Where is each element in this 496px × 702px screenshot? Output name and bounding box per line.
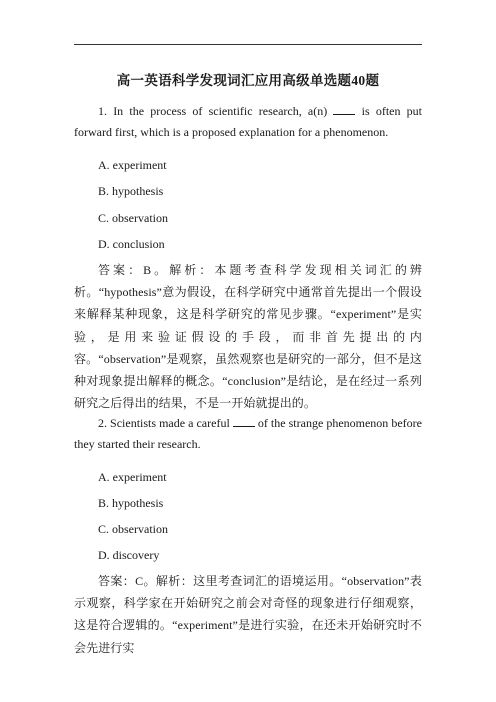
question-2 bbox=[74, 413, 422, 455]
question-2-option-c: C. observation bbox=[98, 522, 168, 536]
document-title: 高一英语科学发现词汇应用高级单选题40题 bbox=[116, 73, 380, 88]
header-rule bbox=[74, 44, 422, 45]
question-2-option-a: A. experiment bbox=[98, 470, 167, 484]
question-2-option-d: D. discovery bbox=[98, 548, 160, 562]
question-2-stem-start: 2. Scientists made a careful bbox=[98, 416, 233, 430]
question-1-answer: 答案：B。解析：本题考查科学发现相关词汇的辨析。“hypothesis”意为假设，在科学研究中通常首先提出一个假设来解释某种现象，这是科学研究的常见步骤。“experiment”是实验，是用来验证假设的手段，而非首先提出的内容。“observation”是观察，虽然观察也是研究的一部分，但不是这种对现象提出解释的概念。“conclusion”是结论，是在经过一系列研究之后得出的结果，不是一开始就提出的。 bbox=[74, 263, 422, 411]
question-1-option-c: C. observation bbox=[98, 211, 168, 225]
question-1-option-b: B. hypothesis bbox=[98, 184, 164, 198]
question-1-stem-start: 1. In the process of scientific research, a(n) bbox=[98, 104, 334, 118]
answer-blank bbox=[333, 103, 355, 115]
question-1-answer-block bbox=[74, 259, 422, 414]
question-2-stem-end: of the strange phenomenon before they started their research. bbox=[74, 416, 422, 451]
answer-blank bbox=[233, 415, 255, 427]
question-2-answer: 答案：C。解析：这里考查词汇的语境运用。“observation”表示观察，科学家在开始研究之前会对奇怪的现象进行仔细观察，这是符合逻辑的。“experiment”是进行实验，在还未开始研究时不会先进行实 bbox=[74, 574, 422, 655]
question-2-option-b: B. hypothesis bbox=[98, 496, 164, 510]
question-2-answer-block bbox=[74, 570, 422, 659]
question-1-option-d: D. conclusion bbox=[98, 237, 165, 251]
question-2-stem bbox=[74, 413, 422, 455]
question-1-stem bbox=[74, 101, 422, 143]
question-1 bbox=[74, 101, 422, 143]
question-1-option-a: A. experiment bbox=[98, 158, 167, 172]
question-1-stem-end: is often put forward first, which is a proposed explanation for a phenomenon. bbox=[74, 104, 423, 139]
